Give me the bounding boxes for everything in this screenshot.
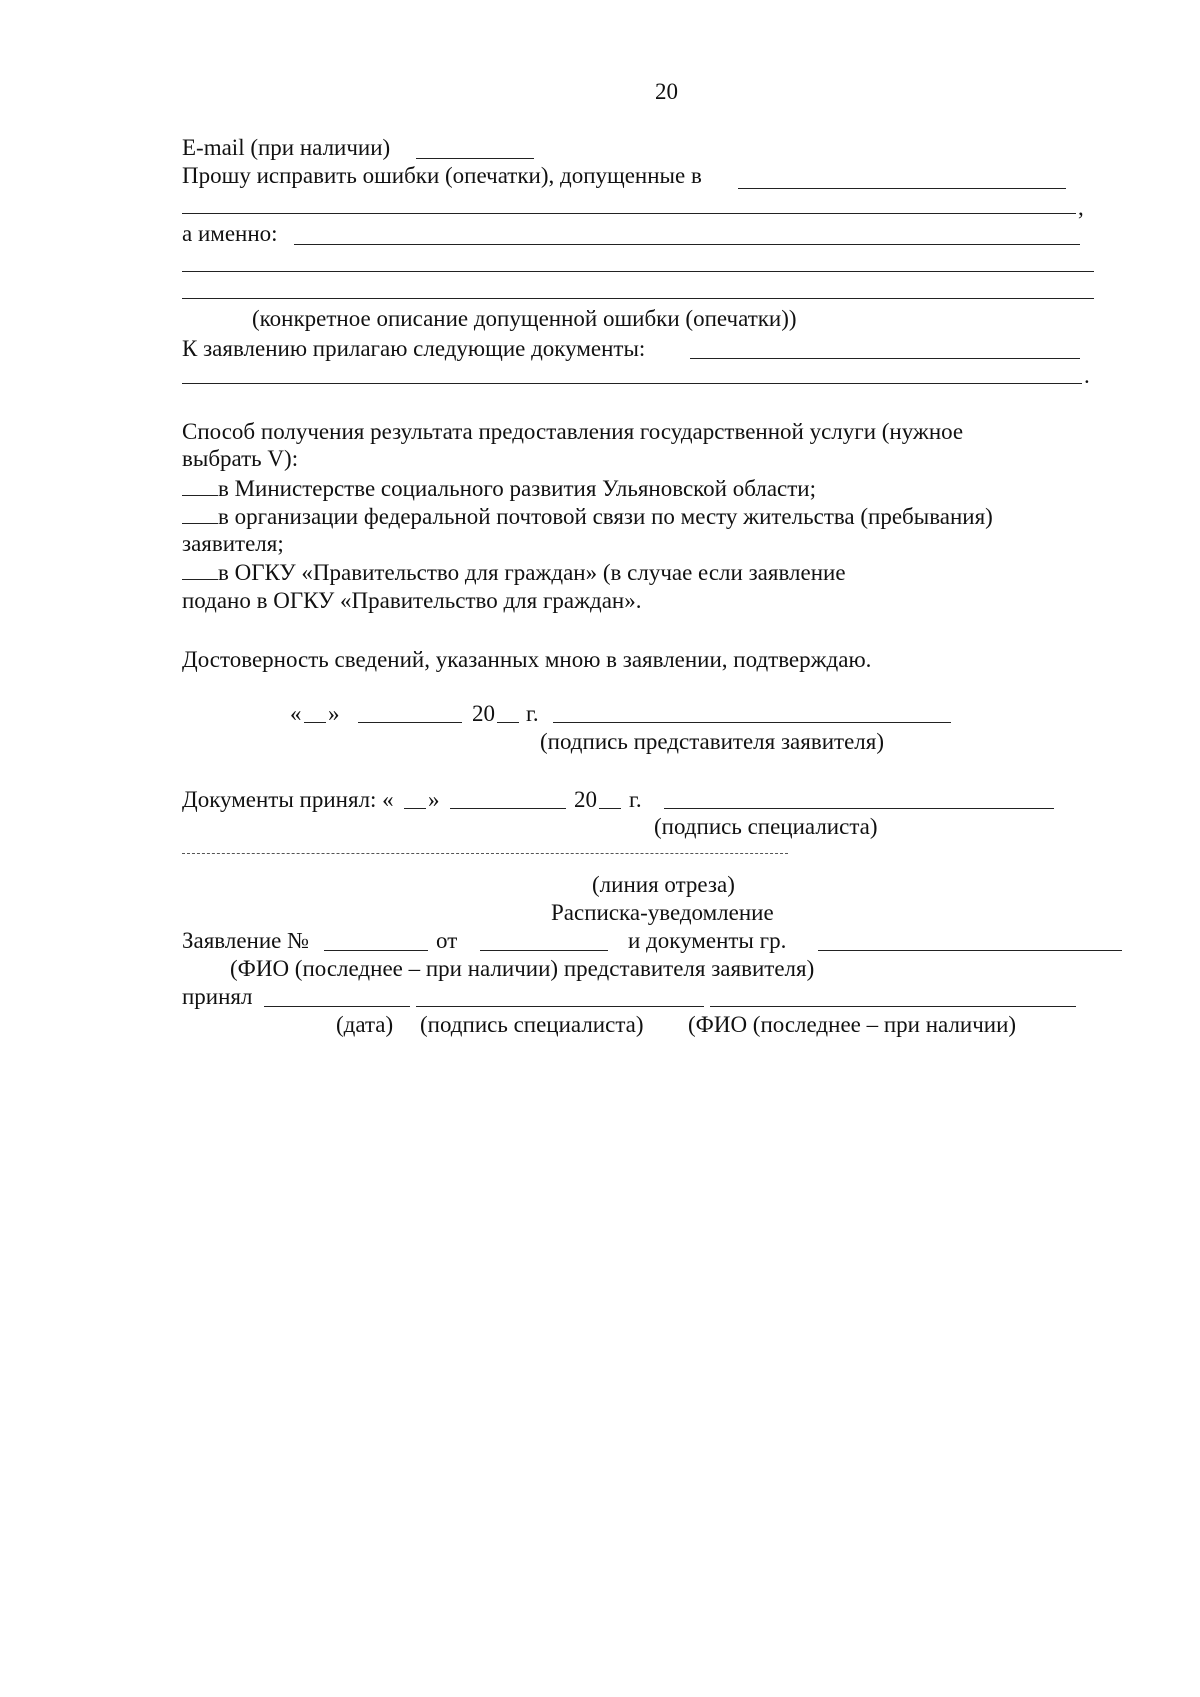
option-ministry-label: в Министерстве социального развития Ульяновской области; (218, 476, 816, 501)
applicant-date-close-quote: » (328, 701, 340, 726)
cut-line (182, 853, 788, 854)
applicant-year-prefix: 20 (472, 701, 495, 726)
accepted-label: Документы принял: « (182, 787, 394, 812)
email-label: E-mail (при наличии) (182, 135, 391, 160)
receipt-signature-caption: (подпись специалиста) (420, 1012, 644, 1037)
receipt-fio-caption: (ФИО (последнее – при наличии) представителя заявителя) (230, 956, 815, 981)
option-post-checkbox[interactable] (182, 503, 218, 524)
receipt-fio2-caption: (ФИО (последнее – при наличии) (688, 1012, 1017, 1037)
option-ogku-checkbox[interactable] (182, 559, 218, 580)
attachments-line-2[interactable] (182, 383, 1082, 384)
email-field-line[interactable] (416, 158, 534, 159)
accepted-year-prefix: 20 (574, 787, 597, 812)
applicant-signature-caption: (подпись представителя заявителя) (540, 729, 884, 754)
applicant-year-suffix: г. (526, 701, 539, 726)
receipt-accepted-fio-line[interactable] (710, 1006, 1076, 1007)
option-ministry[interactable] (182, 475, 816, 503)
applicant-date-open-quote: « (290, 701, 302, 726)
accepted-close-quote: » (428, 787, 440, 812)
receipt-accepted-label: принял (182, 984, 253, 1009)
receipt-date-caption: (дата) (336, 1012, 394, 1037)
namely-line-2[interactable] (182, 271, 1094, 272)
correction-request-label: Прошу исправить ошибки (опечатки), допущенные в (182, 163, 702, 188)
namely-line-1[interactable] (294, 244, 1080, 245)
applicant-day-line[interactable] (304, 722, 326, 723)
receipt-documents-label: и документы гр. (628, 928, 787, 953)
specialist-signature-line[interactable] (664, 808, 1054, 809)
option-ogku-label: в ОГКУ «Правительство для граждан» (в случае если заявление (218, 560, 846, 585)
method-line-1: Способ получения результата предоставления государственной услуги (нужное (182, 419, 964, 444)
accepted-month-line[interactable] (450, 808, 566, 809)
correction-doc-line-2[interactable] (182, 213, 1076, 214)
receipt-date-line[interactable] (480, 950, 608, 951)
comma: , (1078, 195, 1084, 220)
option-post[interactable] (182, 503, 993, 531)
receipt-title: Расписка-уведомление (551, 900, 774, 925)
namely-label: а именно: (182, 221, 278, 246)
receipt-application-no-label: Заявление № (182, 928, 310, 953)
attachments-line-1[interactable] (690, 358, 1080, 359)
option-post-label: в организации федеральной почтовой связи по месту жительства (пребывания) (218, 504, 993, 529)
specialist-signature-caption: (подпись специалиста) (654, 814, 878, 839)
option-ministry-checkbox[interactable] (182, 475, 218, 496)
applicant-year-line[interactable] (497, 722, 519, 723)
cut-line-caption: (линия отреза) (592, 872, 735, 897)
option-ogku[interactable] (182, 559, 846, 587)
applicant-signature-line[interactable] (553, 722, 951, 723)
error-description-caption: (конкретное описание допущенной ошибки (опечатки)) (252, 306, 797, 331)
accepted-day-line[interactable] (404, 808, 426, 809)
option-ogku-label-2: подано в ОГКУ «Правительство для граждан». (182, 588, 642, 613)
receipt-accepted-date-line[interactable] (264, 1006, 410, 1007)
receipt-from-label: от (436, 928, 458, 953)
receipt-application-no-line[interactable] (324, 950, 428, 951)
page-number: 20 (655, 79, 678, 104)
confirmation-text: Достоверность сведений, указанных мною в заявлении, подтверждаю. (182, 647, 872, 672)
correction-doc-line-1[interactable] (738, 188, 1066, 189)
accepted-year-suffix: г. (629, 787, 642, 812)
method-line-2: выбрать V): (182, 446, 299, 471)
applicant-month-line[interactable] (358, 722, 462, 723)
option-post-label-2: заявителя; (182, 531, 284, 556)
receipt-accepted-signature-line[interactable] (416, 1006, 704, 1007)
namely-line-3[interactable] (182, 298, 1094, 299)
period: . (1084, 363, 1090, 388)
attachments-label: К заявлению прилагаю следующие документы: (182, 336, 646, 361)
receipt-applicant-line[interactable] (818, 950, 1122, 951)
accepted-year-line[interactable] (599, 808, 621, 809)
